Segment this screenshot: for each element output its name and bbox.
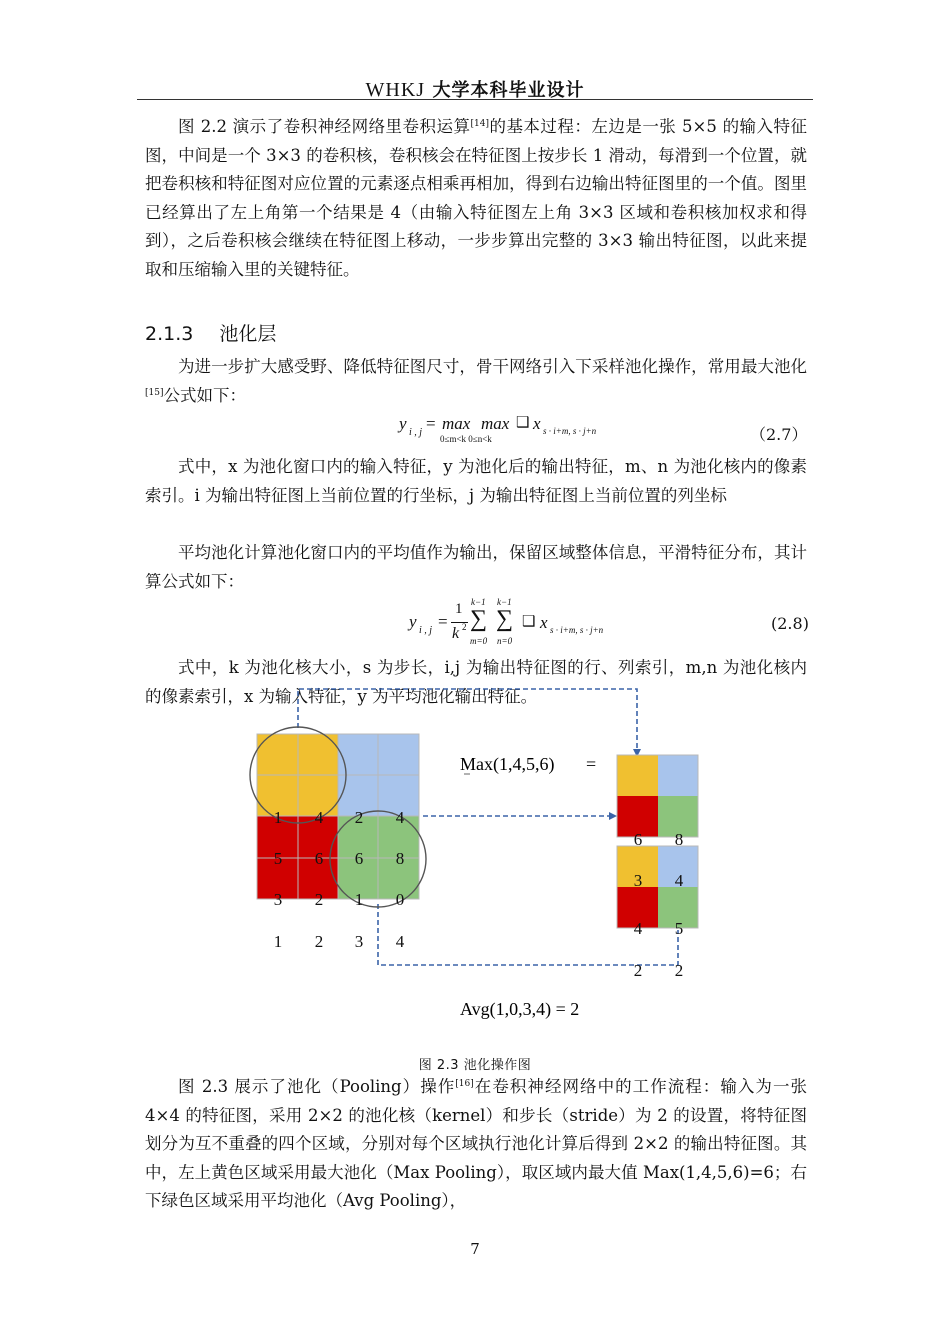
- input-cell: 4: [395, 932, 405, 951]
- eq-sum-lower: m=0: [470, 636, 488, 646]
- header-title: 大学本科毕业设计: [432, 80, 585, 101]
- paragraph-text: 图 2.2 演示了卷积神经网络里卷积运算: [178, 117, 471, 136]
- paragraph-text: 的基本过程：左边是一张 5×5 的输入特征图，中间是一个 3×3 的卷积核，卷积核会在特征图上按步长 1 滑动，每滑到一个位置，就把卷积核和特征图对应位置的元素逐点相乘再相加，得到右边输出特征图里的一个值。图里已经算出了左上角第一个结果是 4（由输入特征图左上角 3×3 区域和卷积核加权求和得到），之后卷积核会继续在特征图上移动，一步步算出完整的 3×3 输出特征图，以此来提取和压缩输入里的关键特征。: [145, 117, 808, 279]
- equation-number: (2.8): [771, 614, 809, 633]
- citation: [14]: [470, 119, 489, 129]
- input-cell: 8: [395, 849, 405, 868]
- output-cell: 3: [633, 871, 643, 890]
- eq-sum-lower: n=0: [497, 636, 513, 646]
- eq-placeholder-box: ❑: [516, 415, 530, 431]
- paragraph-figure-explain: [145, 1073, 807, 1216]
- output-bottom-block: [617, 846, 698, 928]
- out-blue: [658, 755, 698, 796]
- eq-y: y: [399, 414, 407, 433]
- equation-number: （2.7）: [750, 425, 808, 444]
- citation: [16]: [455, 1079, 474, 1089]
- eq-max: max: [481, 414, 510, 433]
- paragraph-text: 公式如下：: [163, 385, 246, 405]
- avg-label: Avg(1,0,3,4) = 2: [460, 999, 580, 1019]
- eq-x: x: [540, 613, 548, 632]
- eq-subscript: i , j: [419, 625, 433, 636]
- eq-sum: ∑: [470, 606, 488, 632]
- input-cell: 6: [354, 849, 364, 868]
- input-cell: 2: [354, 808, 364, 827]
- paragraph-text: 式中，x 为池化窗口内的输入特征，y 为池化后的输出特征，m、n 为池化核内的像素索引。i 为输出特征图上当前位置的行坐标，j 为输出特征图上当前位置的列坐标: [145, 457, 807, 505]
- paragraph-text: 在卷积神经网络中的工作流程：输入为一张 4×4 的特征图，采用 2×2 的池化核（kernel）和步长（stride）为 2 的设置，将特征图划分为互不重叠的四个区域，分别对每个区域执行池化计算后得到 2×2 的输出特征图。其中，左上黄色区域采用最大池化（Max Pooling），取区域内最大值 Max(1,4,5,6)=6；右下绿色区域采用平均池化（Avg Pooling），: [145, 1077, 807, 1211]
- paragraph-text: 为进一步扩大感受野、降低特征图尺寸，骨干网络引入下采样池化操作，常用最大池化: [178, 357, 807, 376]
- eq-x-subscript: s · i+m, s · j+n: [543, 426, 597, 436]
- eq-subscript: i , j: [409, 427, 423, 438]
- section-number: 2.1.3: [145, 323, 194, 345]
- input-cell: 3: [273, 890, 283, 909]
- output-cell: 8: [674, 830, 684, 849]
- eq-placeholder-box: ❑: [522, 614, 536, 630]
- section-title: 池化层: [219, 323, 277, 345]
- page-number: 7: [470, 1240, 480, 1258]
- input-cell: 1: [273, 808, 283, 827]
- output-cell: 4: [633, 919, 643, 938]
- input-cell: 2: [314, 890, 324, 909]
- output-cell: 6: [633, 830, 643, 849]
- eq-sum-upper: k−1: [471, 597, 486, 607]
- paragraph-text: 式中，k 为池化核大小，s 为步长，i,j 为输出特征图的行、列索引，m,n 为池化核内的像素索引，x 为输入特征，y 为平均池化输出特征。: [145, 658, 807, 706]
- output-cell: 2: [633, 961, 643, 980]
- paragraph-text: 图 2.3 展示了池化（Pooling）操作: [178, 1077, 456, 1096]
- figure-caption: 图 2.3 池化操作图: [418, 1058, 532, 1073]
- eq-superscript: 2: [462, 622, 467, 632]
- input-cell: 1: [273, 932, 283, 951]
- input-cell: 4: [314, 808, 324, 827]
- input-cell: 2: [314, 932, 324, 951]
- output-top-block: [617, 755, 698, 837]
- eq-equals: =: [438, 612, 448, 631]
- citation: [15]: [145, 387, 164, 398]
- eq-x-subscript: s · i+m, s · j+n: [550, 625, 604, 635]
- eq-max: max: [442, 414, 471, 433]
- input-cell: 0: [395, 890, 405, 909]
- paragraph-text: 平均池化计算池化窗口内的平均值作为输出，保留区域整体信息，平滑特征分布，其计算公式如下：: [145, 543, 807, 591]
- output-cell: 2: [674, 961, 684, 980]
- eq-sum: ∑: [496, 606, 514, 632]
- output-cell: 4: [674, 871, 684, 890]
- eq-sum-upper: k−1: [497, 597, 512, 607]
- input-cell: 6: [314, 849, 324, 868]
- output-cell: 5: [674, 919, 684, 938]
- input-cell: 1: [354, 890, 364, 909]
- eq-y: y: [409, 612, 417, 631]
- eq-equals: =: [426, 414, 436, 433]
- input-cell: 4: [395, 808, 405, 827]
- max-label: Max(1,4,5,6): [460, 754, 555, 774]
- input-cell: 3: [354, 932, 364, 951]
- out-yellow: [617, 755, 658, 796]
- input-cell: 5: [273, 849, 283, 868]
- eq-limits: 0≤m<k 0≤n<k: [440, 434, 492, 444]
- header-school: WHKJ: [365, 79, 426, 101]
- max-equals: =: [586, 754, 597, 774]
- eq-x: x: [533, 414, 541, 433]
- eq-fraction-numerator: 1: [455, 601, 463, 617]
- arrow-head: [609, 812, 617, 820]
- eq-fraction-denominator: k: [452, 625, 460, 642]
